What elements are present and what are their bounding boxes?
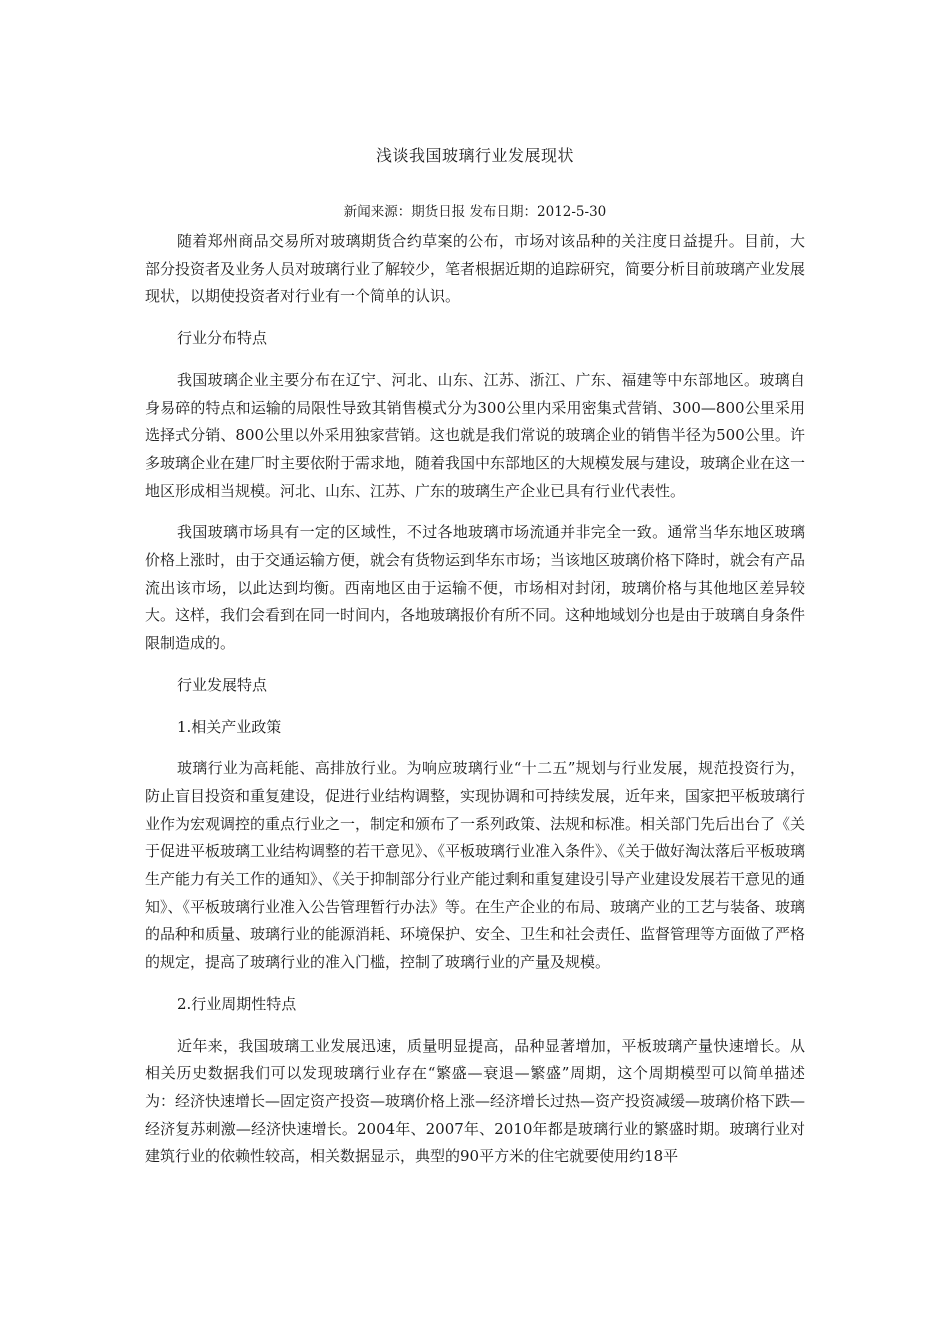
subsection-heading-cycle: 2.行业周期性特点 bbox=[177, 994, 297, 1013]
body-paragraph: 玻璃行业为高耗能、高排放行业。为响应玻璃行业“十二五”规划与行业发展，规范投资行为，防止盲目投资和重复建设，促进行业结构调整，实现协调和可持续发展，近年来，国家把平板玻璃行业作为宏观调控的重点行业之一，制定和颁布了一系列政策、法规和标准。相关部门先后出台了《关于促进平板玻璃工业结构调整的若干意见》、《平板玻璃行业准入条件》、《关于做好淘汰落后平板玻璃生产能力有关工作的通知》、《关于抑制部分行业产能过剩和重复建设引导产业建设发展若干意见的通知》、《平板玻璃行业准入公告管理暂行办法》等。在生产企业的布局、玻璃产业的工艺与装备、玻璃的品种和质量、玻璃行业的能源消耗、环境保护、安全、卫生和社会责任、监督管理等方面做了严格的规定，提高了玻璃行业的准入门槛，控制了玻璃行业的产量及规模。 bbox=[145, 759, 806, 972]
document-source-date: 新闻来源：期货日报 发布日期：2012-5-30 bbox=[343, 204, 607, 220]
section-heading-distribution: 行业分布特点 bbox=[177, 329, 268, 348]
subsection-heading-policy: 1.相关产业政策 bbox=[177, 717, 282, 736]
body-paragraph: 我国玻璃市场具有一定的区域性，不过各地玻璃市场流通并非完全一致。通常当华东地区玻璃价格上涨时，由于交通运输方便，就会有货物运到华东市场；当该地区玻璃价格下降时，就会有产品流出该市场，以此达到均衡。西南地区由于运输不便，市场相对封闭，玻璃价格与其他地区差异较大。这样，我们会看到在同一时间内，各地玻璃报价有所不同。这种地域划分也是由于玻璃自身条件限制造成的。 bbox=[145, 523, 806, 653]
section-heading-development: 行业发展特点 bbox=[177, 675, 268, 694]
document-body bbox=[145, 228, 805, 1185]
document-title: 浅谈我国玻璃行业发展现状 bbox=[375, 146, 574, 165]
body-paragraph: 近年来，我国玻璃工业发展迅速，质量明显提高，品种显著增加，平板玻璃产量快速增长。从相关历史数据我们可以发现玻璃行业存在“繁盛—衰退—繁盛”周期，这个周期模型可以简单描述为：经济快速增长—固定资产投资—玻璃价格上涨—经济增长过热—资产投资减缓—玻璃价格下跌—经济复苏刺激—经济快速增长。2004年、2007年、2010年都是玻璃行业的繁盛时期。玻璃行业对建筑行业的依赖性较高，相关数据显示，典型的90平方米的住宅就要使用约18平 bbox=[145, 1036, 806, 1166]
intro-paragraph: 随着郑州商品交易所对玻璃期货合约草案的公布，市场对该品种的关注度日益提升。目前，大部分投资者及业务人员对玻璃行业了解较少，笔者根据近期的追踪研究，简要分析目前玻璃产业发展现状，以期使投资者对行业有一个简单的认识。 bbox=[145, 232, 806, 306]
body-paragraph: 我国玻璃企业主要分布在辽宁、河北、山东、江苏、浙江、广东、福建等中东部地区。玻璃自身易碎的特点和运输的局限性导致其销售模式分为300公里内采用密集式营销、300—800公里采用选择式分销、800公里以外采用独家营销。这也就是我们常说的玻璃企业的销售半径为500公里。许多玻璃企业在建厂时主要依附于需求地，随着我国中东部地区的大规模发展与建设，玻璃企业在这一地区形成相当规模。河北、山东、江苏、广东的玻璃生产企业已具有行业代表性。 bbox=[145, 370, 806, 500]
